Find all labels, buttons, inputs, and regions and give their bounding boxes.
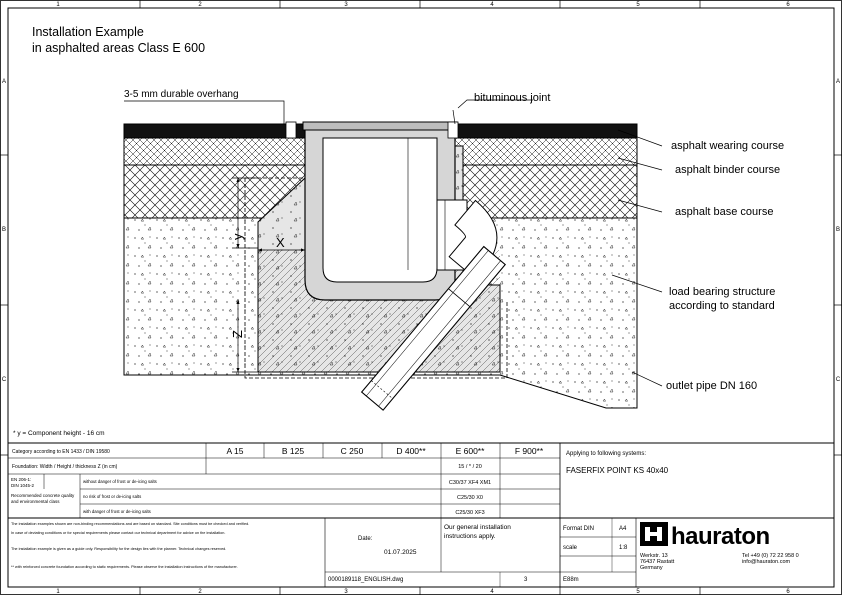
telephone: Tel +49 (0) 72 22 958 0 (742, 553, 799, 559)
grid-col-6-top: 6 (786, 2, 790, 8)
note-1: The installation examples shown are non-binding recommendations and are based on standard. Site conditions must be checked and verified. (11, 522, 250, 526)
grid-col-3-bottom: 3 (344, 589, 348, 595)
drain-inner-cavity (323, 138, 437, 282)
class-d400: D 400** (396, 446, 426, 456)
callout-load-bearing-1: load bearing structure (669, 286, 776, 298)
grid-row-b-right: B (835, 227, 841, 233)
row-a-label: without danger of frost or de-icing salts (83, 479, 157, 484)
grid-col-2-top: 2 (198, 2, 202, 8)
system-name: FASERFIX POINT KS 40x40 (566, 466, 669, 475)
dimension-x-label: X (276, 235, 285, 250)
brand-name: hauraton (671, 523, 770, 550)
class-f900: F 900** (514, 446, 544, 456)
grid-col-1-top: 1 (56, 2, 60, 8)
callout-load-bearing-2: according to standard (669, 300, 775, 312)
grid-col-2-bottom: 2 (198, 589, 202, 595)
grade-label-1: EN 206-1: (11, 477, 32, 482)
concrete-side-label-2: and environmental class (11, 499, 60, 504)
note-4: ** with reinforced concrete foundation according to static requirements. Please observe the installation instructions of the manufacturer. (11, 565, 238, 569)
callout-base-course: asphalt base course (675, 206, 774, 218)
format-label: Format DIN (563, 526, 595, 532)
foundation-label: Foundation: Width / Height / thickness Z (in cm) (12, 464, 118, 470)
callout-overhang: 3-5 mm durable overhang (124, 89, 239, 100)
grid-col-1-bottom: 1 (56, 589, 60, 595)
cross-section (124, 89, 784, 410)
drawing-title-line1: Installation Example (32, 25, 144, 39)
concrete-side-label-1: Recommended concrete quality (11, 493, 75, 498)
grade-label-2: DIN 1045-2 (11, 483, 35, 488)
category-label: Category according to EN 1433 / DIN 19580 (12, 449, 110, 455)
date-label: Date: (358, 536, 373, 542)
component-height-footnote: * y = Component height - 16 cm (13, 430, 105, 437)
callout-binder-course: asphalt binder course (675, 164, 781, 176)
row-c-label: with danger of frost or de-icing salts (83, 509, 151, 514)
sheet-number: 3 (524, 577, 528, 583)
grid-row-b-left: B (1, 227, 7, 233)
class-b125: B 125 (281, 446, 305, 456)
grid-row-a-left: A (1, 79, 7, 85)
drain-grating (303, 122, 457, 130)
address-line2: 76437 Rastatt (640, 559, 675, 565)
drawing-code: E88m (563, 577, 579, 583)
grid-row-c-left: C (1, 377, 7, 383)
row-b-value: C25/30 X0 (457, 495, 483, 501)
row-b-label: no risk of frost or de-icing salts (83, 494, 142, 499)
class-e600: E 600** (455, 446, 485, 456)
grid-col-4-bottom: 4 (490, 589, 494, 595)
grid-col-5-bottom: 5 (636, 589, 640, 595)
drawing-title-line2: in asphalted areas Class E 600 (32, 41, 206, 55)
grid-col-4-top: 4 (490, 2, 494, 8)
address-line1: Werkstr. 13 (640, 553, 668, 559)
grid-col-3-top: 3 (344, 2, 348, 8)
scale-value: 1:8 (619, 545, 628, 551)
grid-col-6-bottom: 6 (786, 589, 790, 595)
foundation-value: 15 / * / 20 (458, 464, 482, 470)
instructions-line2: instructions apply. (444, 533, 496, 540)
callout-wearing-course: asphalt wearing course (671, 140, 785, 152)
scale-label: scale (563, 545, 578, 551)
row-c-value: C25/30 XF3 (455, 510, 485, 516)
date-value: 01.07.2025 (384, 549, 417, 556)
drain-frame-left (286, 122, 296, 138)
hauraton-logo (640, 522, 668, 546)
systems-label: Applying to following systems: (566, 451, 647, 457)
callout-outlet-pipe: outlet pipe DN 160 (666, 380, 758, 392)
drawing-filename: 0000189118_ENGLISH.dwg (328, 577, 404, 583)
instructions-line1: Our general installation (444, 524, 511, 531)
dimension-y-label: y (230, 233, 245, 240)
format-value: A4 (619, 526, 627, 532)
note-3: The installation example is given as a guide only. Responsibility for the design lies with the planner. Technical changes reserved. (11, 547, 227, 551)
class-a15: A 15 (226, 446, 244, 456)
dimension-z-label: Z (230, 330, 245, 338)
grid-row-c-right: C (835, 377, 841, 383)
grid-col-5-top: 5 (636, 2, 640, 8)
callout-bituminous-joint: bituminous joint (474, 92, 551, 104)
address-line3: Germany (640, 565, 663, 571)
grid-row-a-right: A (835, 79, 841, 85)
email: info@hauraton.com (742, 559, 791, 565)
note-2: In case of deviating conditions or for special requirements please contact our technical department for advice on the installation. (11, 531, 226, 535)
class-c250: C 250 (340, 446, 364, 456)
row-a-value: C30/37 XF4 XM1 (448, 480, 492, 486)
drain-frame-right (448, 122, 458, 138)
